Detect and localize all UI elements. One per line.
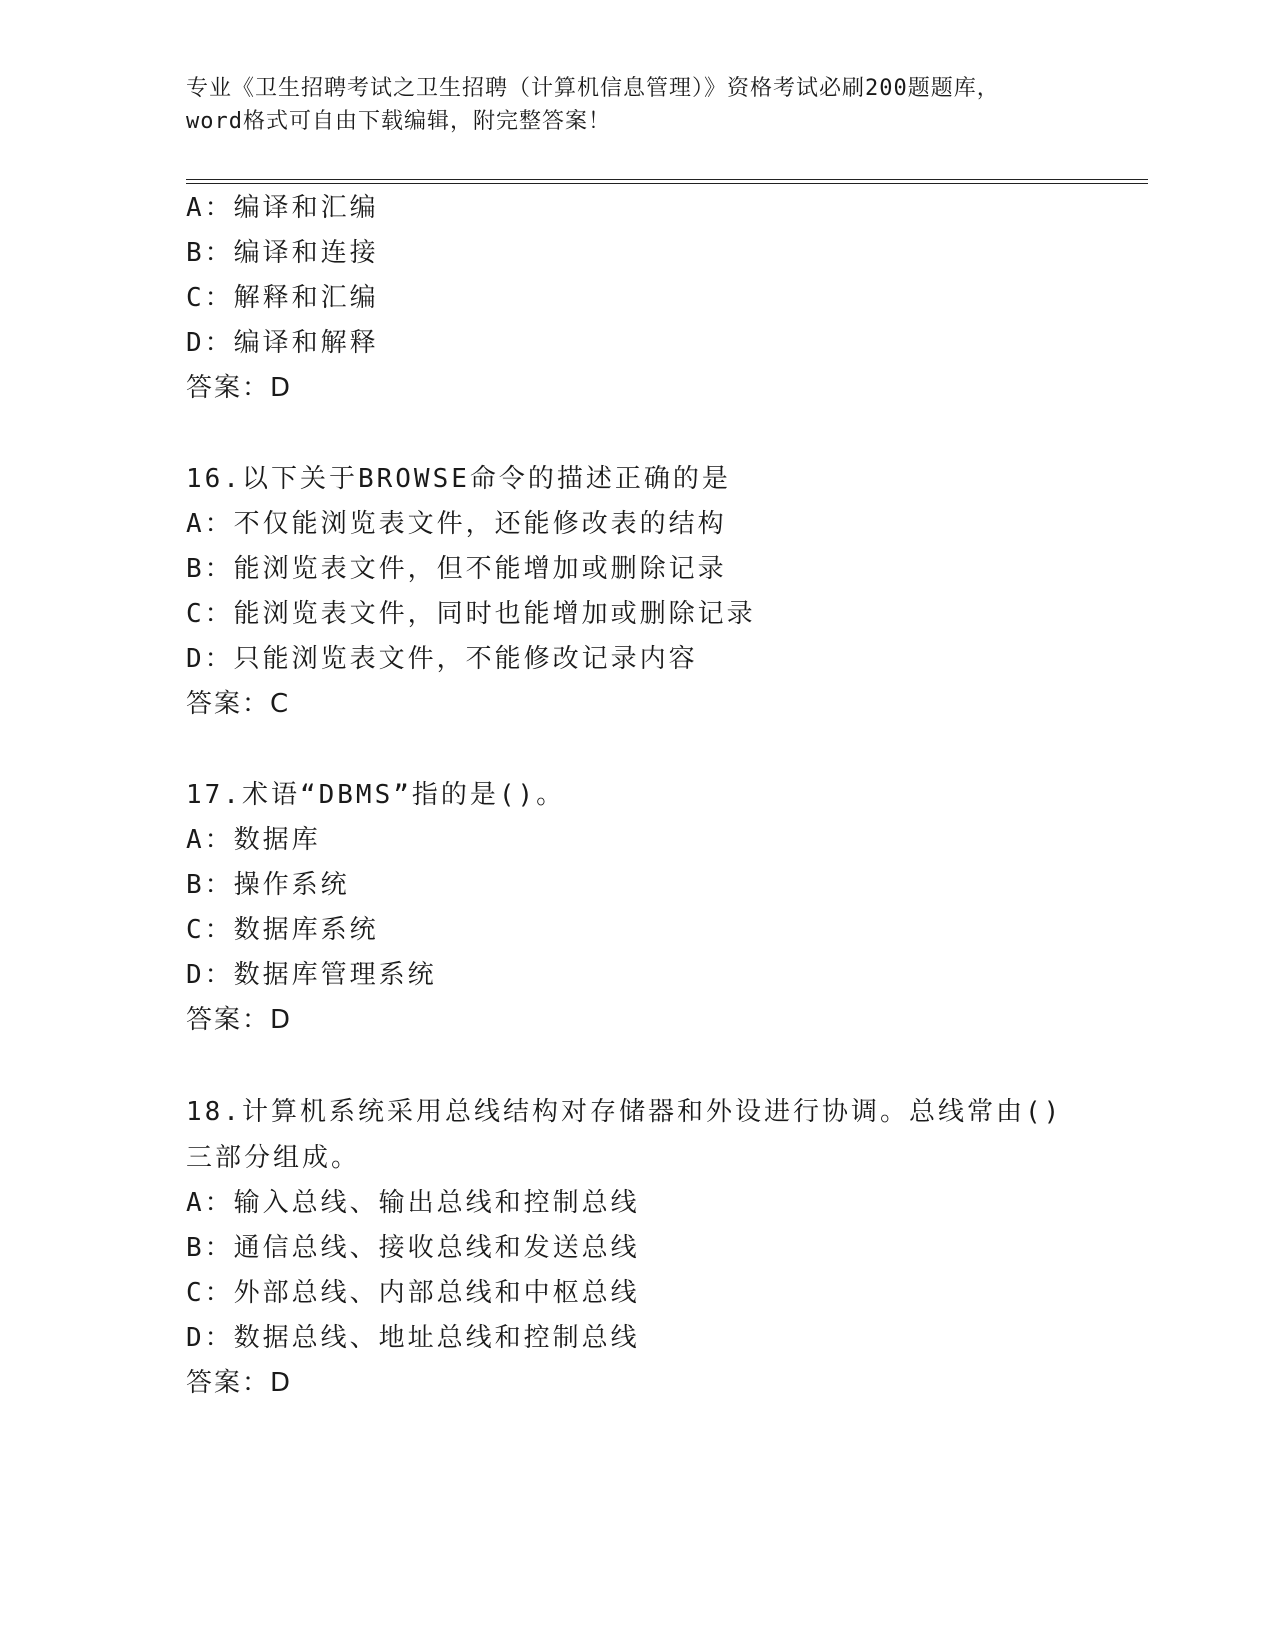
option-d: D：只能浏览表文件，不能修改记录内容 (186, 644, 698, 674)
spacer (186, 411, 1146, 457)
option-a: A：数据库 (186, 825, 321, 855)
option-b: B：能浏览表文件，但不能增加或删除记录 (186, 554, 727, 584)
answer: 答案：D (186, 1368, 293, 1398)
option-d: D：数据库管理系统 (186, 960, 437, 990)
option-b: B：编译和连接 (186, 238, 379, 268)
question-block (186, 1089, 1146, 1406)
question-block (186, 457, 1146, 727)
header-rule (186, 179, 1148, 184)
option-a: A：编译和汇编 (186, 193, 379, 223)
answer: 答案：C (186, 689, 291, 719)
question-text: 16.以下关于BROWSE命令的描述正确的是 (186, 464, 731, 494)
header-line-2: word格式可自由下载编辑，附完整答案！ (186, 109, 611, 134)
question-block (186, 773, 1146, 1043)
option-d: D：数据总线、地址总线和控制总线 (186, 1323, 640, 1353)
spacer (186, 727, 1146, 773)
header-line-1: 专业《卫生招聘考试之卫生招聘（计算机信息管理）》资格考试必刷200题题库， (186, 76, 1000, 101)
option-b: B：操作系统 (186, 870, 350, 900)
option-d: D：编译和解释 (186, 328, 379, 358)
option-c: C：数据库系统 (186, 915, 379, 945)
option-a: A：不仅能浏览表文件，还能修改表的结构 (186, 509, 727, 539)
question-block (186, 186, 1146, 411)
document-header (186, 72, 1086, 138)
answer: 答案：D (186, 1005, 293, 1035)
option-a: A：输入总线、输出总线和控制总线 (186, 1188, 640, 1218)
question-content (186, 186, 1146, 1406)
question-text: 18.计算机系统采用总线结构对存储器和外设进行协调。总线常由()三部分组成。 (186, 1097, 1063, 1173)
answer: 答案：D (186, 373, 293, 403)
option-c: C：解释和汇编 (186, 283, 379, 313)
spacer (186, 1043, 1146, 1089)
option-c: C：能浏览表文件，同时也能增加或删除记录 (186, 599, 756, 629)
question-text: 17.术语“DBMS”指的是()。 (186, 780, 566, 810)
option-c: C：外部总线、内部总线和中枢总线 (186, 1278, 640, 1308)
option-b: B：通信总线、接收总线和发送总线 (186, 1233, 640, 1263)
